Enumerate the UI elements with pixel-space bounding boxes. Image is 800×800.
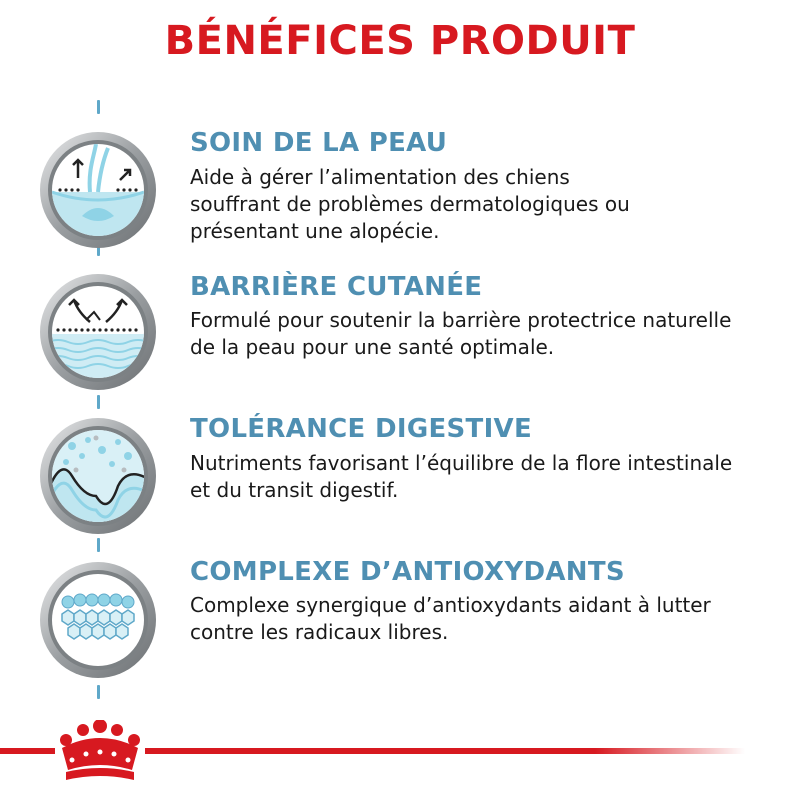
benefit-title: COMPLEXE D’ANTIOXYDANTS bbox=[190, 557, 625, 587]
benefit-title: BARRIÈRE CUTANÉE bbox=[190, 272, 483, 302]
digestive-tolerance-icon bbox=[38, 416, 158, 536]
footer-red-line bbox=[0, 748, 55, 754]
footer-red-line bbox=[145, 748, 745, 754]
benefit-description: Nutriments favorisant l’équilibre de la flore intestinale et du transit digestif. bbox=[190, 451, 733, 502]
antioxidant-complex-icon bbox=[38, 560, 158, 680]
benefit-description: Aide à gérer l’alimentation des chiens souffrant de problèmes dermatologiques ou présentant une alopécie. bbox=[190, 165, 630, 243]
page-title: BÉNÉFICES PRODUIT bbox=[164, 18, 636, 64]
timeline-dash bbox=[97, 538, 100, 552]
benefit-description: Complexe synergique d’antioxydants aidant à lutter contre les radicaux libres. bbox=[190, 593, 711, 644]
timeline-dash bbox=[97, 395, 100, 409]
benefit-description: Formulé pour soutenir la barrière protectrice naturelle de la peau pour une santé optimale. bbox=[190, 308, 732, 359]
timeline-dash bbox=[97, 685, 100, 699]
skin-care-icon bbox=[38, 130, 158, 250]
benefit-title: TOLÉRANCE DIGESTIVE bbox=[190, 414, 533, 444]
benefit-title: SOIN DE LA PEAU bbox=[190, 128, 448, 158]
skin-barrier-icon bbox=[38, 272, 158, 392]
timeline-dash bbox=[97, 100, 100, 114]
footer bbox=[0, 720, 800, 790]
